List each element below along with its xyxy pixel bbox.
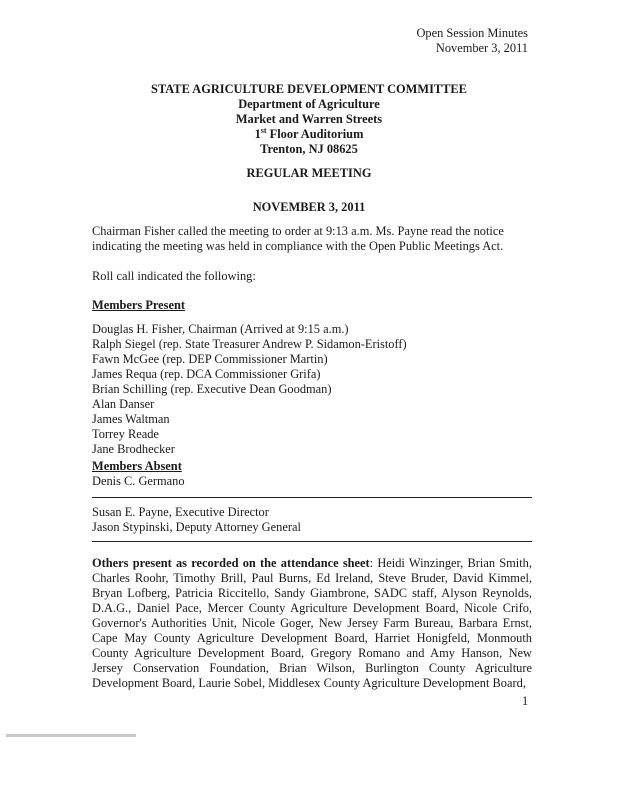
others-present-text: : Heidi Winzinger, Brian Smith, Charles Roohr, Timothy Brill, Paul Burns, Ed Ireland, Steve Bruder, David Kimmel, Bryan Lofberg, Patricia Riccitello, Sandy Giambrone, SADC staff, Alyson Reynolds, D.A.G., Daniel Pace, Mercer County Agriculture Development Board, Nicole Crifo, Governor's Authorities Unit, Nicole Goger, New Jersey Farm Bureau, Barbara Ernst, Cape May County Agriculture Development Board, Harriet Honigfeld, Monmouth County Agriculture Development Board, Gregory Romano and Amy Hanson, New Jersey Conservation Foundation, Brian Wilson, Burlington County Agriculture Development Board, Laurie Sobel, Middlesex County Agriculture Development Board, xyxy=(92,556,532,690)
committee-name: STATE AGRICULTURE DEVELOPMENT COMMITTEE xyxy=(151,82,467,96)
roll-call-paragraph: Roll call indicated the following: xyxy=(92,269,256,283)
header-line-1: Open Session Minutes xyxy=(416,26,528,40)
list-item: Ralph Siegel (rep. State Treasurer Andrew P. Sidamon-Eristoff) xyxy=(92,337,407,351)
members-present-heading: Members Present xyxy=(92,298,186,312)
list-item: Douglas H. Fisher, Chairman (Arrived at 9:15 a.m.) xyxy=(92,322,349,336)
page-number: 1 xyxy=(522,694,529,708)
list-item: Fawn McGee (rep. DEP Commissioner Martin) xyxy=(92,352,328,366)
list-item: Brian Schilling (rep. Executive Dean Goodman) xyxy=(92,382,332,396)
meeting-date: NOVEMBER 3, 2011 xyxy=(252,200,366,214)
meeting-title: REGULAR MEETING xyxy=(246,166,372,180)
members-absent-heading: Members Absent xyxy=(92,459,182,473)
street-address: Market and Warren Streets xyxy=(235,112,383,126)
divider-bottom xyxy=(92,541,532,542)
committee-title-block xyxy=(0,82,618,157)
list-item: Jane Brodhecker xyxy=(92,442,175,456)
department-name: Department of Agriculture xyxy=(238,97,380,111)
list-item: James Requa (rep. DCA Commissioner Grifa) xyxy=(92,367,321,381)
page-header xyxy=(416,26,528,56)
list-item: Torrey Reade xyxy=(92,427,159,441)
others-present-heading: Others present as recorded on the attendance sheet xyxy=(92,556,370,570)
header-line-2: November 3, 2011 xyxy=(435,41,528,55)
others-present-paragraph xyxy=(92,556,532,691)
intro-paragraph: Chairman Fisher called the meeting to order at 9:13 a.m. Ms. Payne read the notice indicating the meeting was held in compliance with the Open Public Meetings Act. xyxy=(92,224,504,253)
floor-label: Floor Auditorium xyxy=(266,127,364,141)
floor-number: 1 xyxy=(254,127,261,141)
members-present-list xyxy=(92,322,407,457)
divider-top xyxy=(92,497,532,498)
list-item: Alan Danser xyxy=(92,397,155,411)
floor-location xyxy=(0,127,618,142)
scan-artifact xyxy=(6,734,136,737)
list-item: Susan E. Payne, Executive Director xyxy=(92,505,269,519)
floor-suffix: st xyxy=(260,125,267,135)
staff-list xyxy=(92,505,301,535)
city-address: Trenton, NJ 08625 xyxy=(260,142,358,156)
list-item: Jason Stypinski, Deputy Attorney General xyxy=(92,520,301,534)
list-item: James Waltman xyxy=(92,412,170,426)
members-absent-list xyxy=(92,474,185,489)
list-item: Denis C. Germano xyxy=(92,474,185,488)
